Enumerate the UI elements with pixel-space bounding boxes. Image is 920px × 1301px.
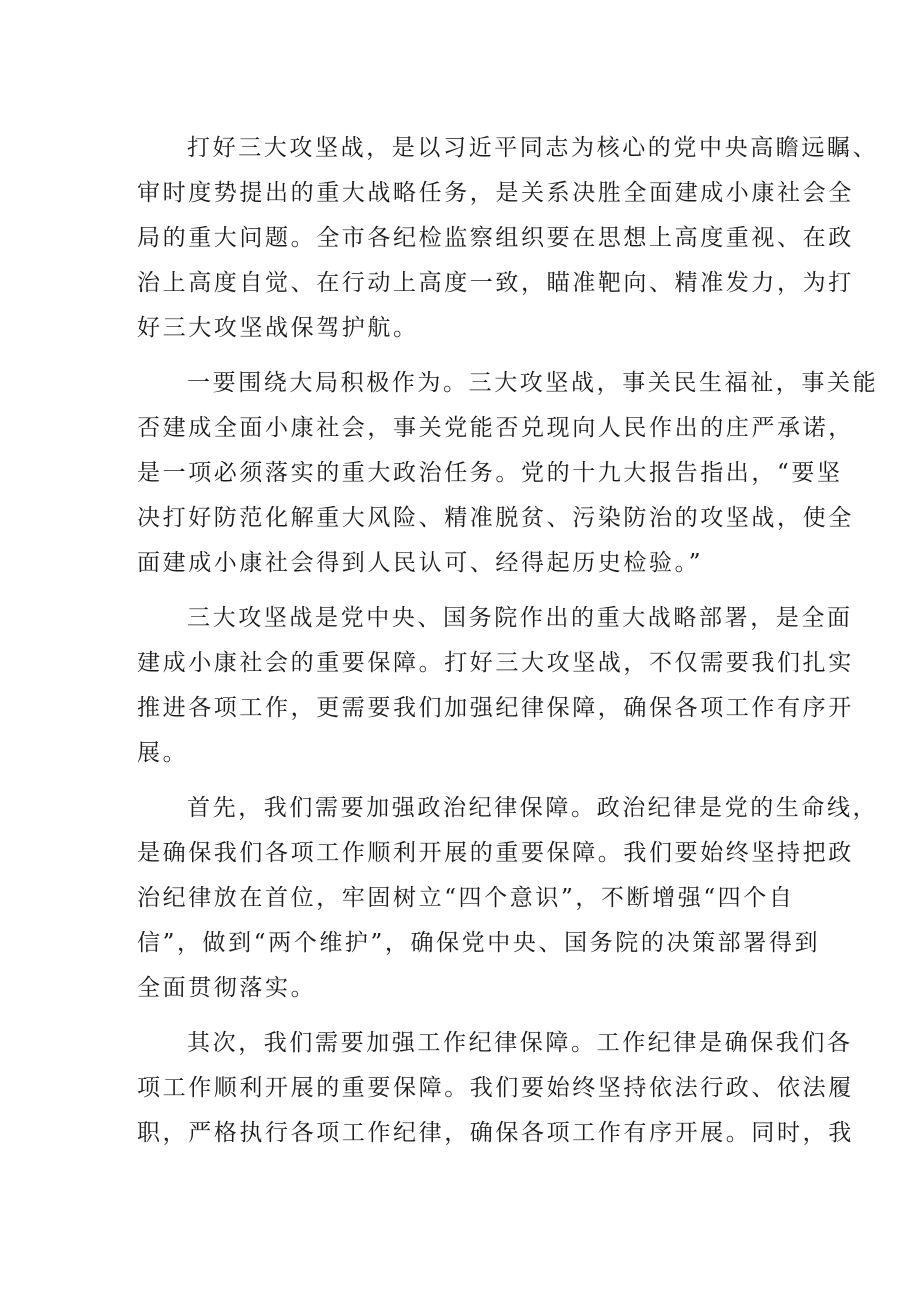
- paragraph-line: 打好三大攻坚战，是以习近平同志为核心的党中央高瞻远瞩、: [187, 135, 879, 161]
- paragraph-line: 职，严格执行各项工作纪律，确保各项工作有序开展。同时，我: [137, 1120, 854, 1146]
- paragraph-4: [137, 786, 879, 1011]
- paragraph-1: [137, 126, 879, 351]
- paragraph-line: 治纪律放在首位，牢固树立“四个意识”，不断增强“四个自: [137, 885, 795, 911]
- paragraph-line: 否建成全面小康社会，事关党能否兑现向人民作出的庄严承诺，: [137, 415, 854, 441]
- paragraph-line: 推进各项工作，更需要我们加强纪律保障，确保各项工作有序开: [137, 695, 854, 721]
- paragraph-line: 是一项必须落实的重大政治任务。党的十九大报告指出，“要坚: [137, 460, 843, 486]
- paragraph-3: [137, 596, 854, 776]
- paragraph-line: 建成小康社会的重要保障。打好三大攻坚战，不仅需要我们扎实: [137, 650, 854, 676]
- paragraph-5: [137, 1021, 854, 1156]
- paragraph-line: 是确保我们各项工作顺利开展的重要保障。我们要始终坚持把政: [137, 840, 854, 866]
- paragraph-line: 其次，我们需要加强工作纪律保障。工作纪律是确保我们各: [187, 1030, 853, 1056]
- paragraph-line: 信”，做到“两个维护”，确保党中央、国务院的决策部署得到: [137, 930, 821, 956]
- paragraph-line: 治上高度自觉、在行动上高度一致，瞄准靶向、精准发力，为打: [137, 270, 854, 296]
- paragraph-line: 全面贯彻落实。: [137, 975, 317, 1001]
- paragraph-line: 面建成小康社会得到人民认可、经得起历史检验。”: [137, 550, 704, 576]
- paragraph-line: 三大攻坚战是党中央、国务院作出的重大战略部署，是全面: [187, 605, 853, 631]
- paragraph-2: [137, 361, 879, 586]
- paragraph-line: 首先，我们需要加强政治纪律保障。政治纪律是党的生命线，: [187, 795, 879, 821]
- document-body: [137, 126, 879, 1156]
- paragraph-line: 好三大攻坚战保驾护航。: [137, 315, 419, 341]
- paragraph-line: 一要围绕大局积极作为。三大攻坚战，事关民生福祉，事关能: [187, 370, 879, 396]
- paragraph-line: 项工作顺利开展的重要保障。我们要始终坚持依法行政、依法履: [137, 1075, 854, 1101]
- paragraph-line: 局的重大问题。全市各纪检监察组织要在思想上高度重视、在政: [137, 225, 854, 251]
- paragraph-line: 决打好防范化解重大风险、精准脱贫、污染防治的攻坚战，使全: [137, 505, 854, 531]
- paragraph-line: 审时度势提出的重大战略任务，是关系决胜全面建成小康社会全: [137, 180, 854, 206]
- paragraph-line: 展。: [137, 740, 189, 766]
